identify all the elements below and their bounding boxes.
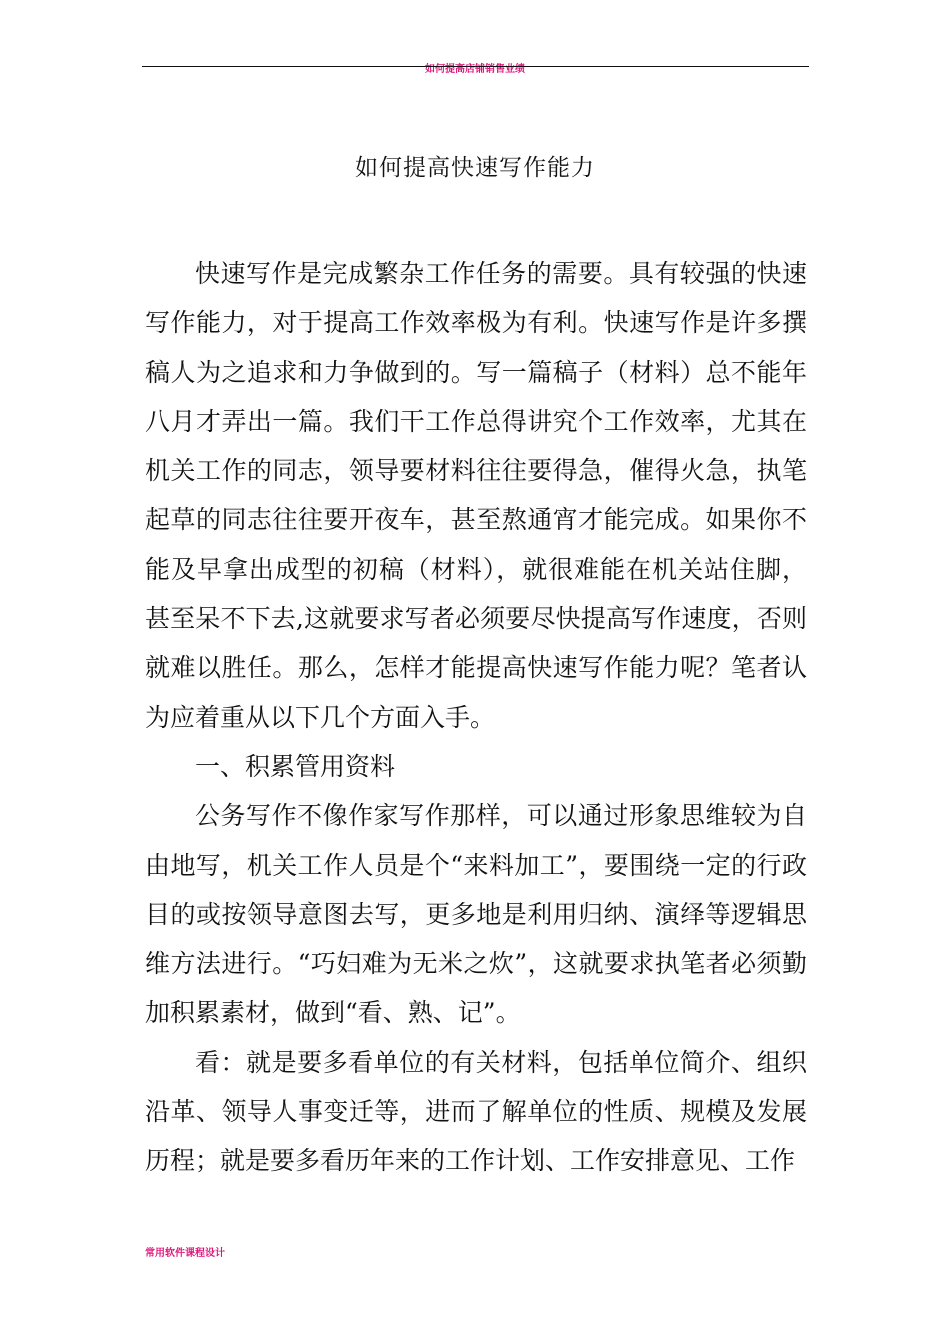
header-divider [142, 66, 809, 67]
document-title: 如何提高快速写作能力 [355, 155, 595, 181]
paragraph-section-1: 公务写作不像作家写作那样，可以通过形象思维较为自由地写，机关工作人员是个“来料加工”，要围绕一定的行政目的或按领导意图去写，更多地是利用归纳、演绎等逻辑思维方法进行。“巧妇难为无米之炊”，这就要求执笔者必须勤加积累素材，做到“看、熟、记”。 [145, 801, 807, 1028]
document-body [145, 249, 807, 1186]
running-header: 如何提高店铺销售业绩 [425, 64, 525, 75]
paragraph-intro: 快速写作是完成繁杂工作任务的需要。具有较强的快速写作能力，对于提高工作效率极为有利。快速写作是许多撰稿人为之追求和力争做到的。写一篇稿子（材料）总不能年八月才弄出一篇。我们干工作总得讲究个工作效率，尤其在机关工作的同志，领导要材料往往要得急，催得火急，执笔起草的同志往往要开夜车，甚至熬通宵才能完成。如果你不能及早拿出成型的初稿（材料），就很难能在机关站住脚，甚至呆不下去,这就要求写者必须要尽快提高写作速度，否则就难以胜任。那么，怎样才能提高快速写作能力呢？笔者认为应着重从以下几个方面入手。 [145, 259, 807, 732]
page-footer: 常用软件课程设计 [145, 1248, 225, 1259]
section-heading: 一、积累管用资料 [195, 751, 396, 781]
paragraph-look: 看：就是要多看单位的有关材料，包括单位简介、组织沿革、领导人事变迁等，进而了解单位的性质、规模及发展历程；就是要多看历年来的工作计划、工作安排意见、工作 [145, 1047, 807, 1176]
